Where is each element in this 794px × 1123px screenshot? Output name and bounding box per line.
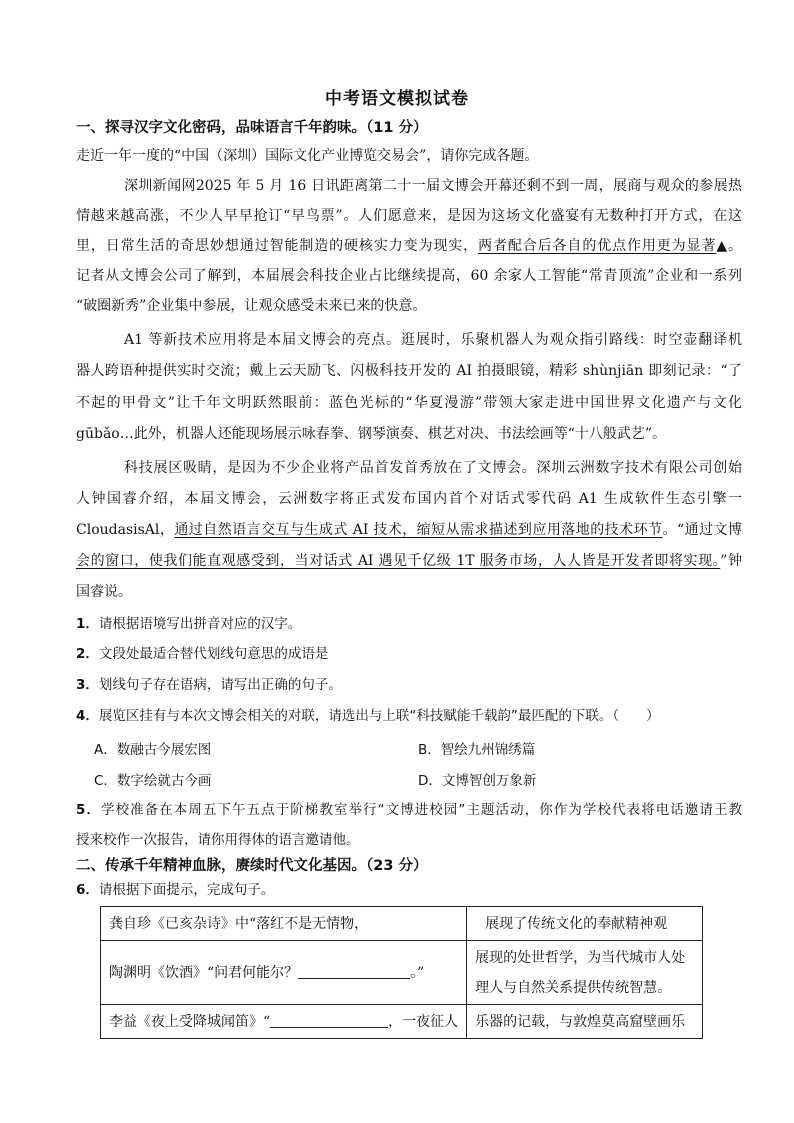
question-number: 4． [76,708,99,724]
passage-3-line-3 [76,520,742,540]
question-1 [76,614,301,634]
question-6 [76,880,274,900]
blank-marker: ▲。 [716,238,743,254]
cell-text: 陶渊明《饮酒》“问君何能尔？ [109,964,299,981]
passage-1-line-2: 情越来越高涨，不少人早早抢订“早鸟票”。人们愿意来，是因为这场文化盛宴有无数种打开方式，在这 [76,208,742,224]
passage-3-line-1: 科技展区吸睛，是因为不少企业将产品首发首秀放在了文博会。深圳云洲数字技术有限公司创始 [124,460,742,476]
table-row [101,1005,703,1039]
question-number: 2． [76,646,99,662]
passage-2-line-3: 不起的甲骨文”让千年文明跃然眼前：蓝色光标的“华夏漫游”带领大家走进中国世界文化遗产与文化 [76,395,742,411]
section-2-heading: 二、传承千年精神血脉，赓续时代文化基因。（23 分） [76,858,428,874]
question-number: 1． [76,616,99,632]
passage-text: 。“通过文博 [662,522,742,538]
passage-2-line-2: 器人跨语种提供实时交流；戴上云天励飞、闪极科技开发的 AI 拍摄眼镜，精彩 shùnjiān 即刻记录：“了 [76,363,742,379]
passage-3-line-4 [76,551,742,571]
table-row [101,941,703,1005]
table-cell [101,941,467,1005]
answer-blank[interactable] [270,1013,388,1028]
question-text: 请根据下面提示，完成句子。 [98,882,275,898]
exam-title: 中考语文模拟试卷 [325,89,469,109]
section-1-intro: 走近一年一度的“中国（深圳）国际文化产业博览交易会”，请你完成各题。 [76,148,539,164]
passage-1-line-3 [76,236,742,256]
passage-3-line-5: 国睿说。 [76,584,132,600]
question-text: 文段处最适合替代划线句意思的成语是 [98,646,329,662]
section-1-heading: 一、探寻汉字文化密码，品味语言千年韵味。（11 分） [76,120,428,136]
cell-text: 展现了传统文化的奉献精神观 [485,915,668,932]
answer-blank[interactable] [298,964,410,979]
question-text: 展览区挂有与本次文博会相关的对联，请选出与上联“科技赋能千载韵”最匹配的下联。（ ） [98,708,660,724]
table-cell: 展现的处世哲学，为当代城市人处理人与自然关系提供传统智慧。 [467,941,703,1005]
cell-text: 李益《夜上受降城闻笛》“ [109,1013,271,1030]
table-cell: 乐器的记载，与敦煌莫高窟壁画乐 [467,1005,703,1039]
passage-text: ”钟 [720,553,742,569]
question-number: 5． [76,802,102,818]
option-d: D．文博智创万象新 [418,773,537,789]
underlined-sentence-1: 两者配合后各自的优点作用更为显著 [478,238,717,254]
question-2 [76,644,328,664]
table-cell: 龚自珍《已亥杂诗》中“落红不是无情物， [101,907,467,941]
passage-2-line-1: A1 等新技术应用将是本届文博会的亮点。逛展时，乐聚机器人为观众指引路线：时空壶翻译机 [124,332,742,348]
question-text: 请根据语境写出拼音对应的汉字。 [98,616,302,632]
question-number: 3． [76,677,99,693]
table-row [101,907,703,941]
passage-1-line-4: 记者从文博会公司了解到，本届展会科技企业占比继续提高，60 余家人工智能“常青顶流”企业和一系列 [76,268,742,284]
option-a: A．数融古今展宏图 [94,742,212,758]
passage-1-line-5: “破圈新秀”企业集中参展，让观众感受未来已来的快意。 [76,298,427,314]
passage-text: CloudasisAl， [76,522,175,538]
question-text: 学校准备在本周五下午五点于阶梯教室举行“文博进校园”主题活动，你作为学校代表将电话邀请王教 [101,802,742,818]
passage-text: 里，日常生活的奇思妙想通过智能制造的硬核实力变为现实， [76,238,479,254]
question-3 [76,675,342,695]
question-4 [76,706,660,726]
passage-1-line-1: 深圳新闻网2025 年 5 月 16 日讯距离第二十一届文博会开幕还剩不到一周，展商与观众的参展热 [124,178,742,194]
question-5-line-1 [76,800,742,820]
underlined-sentence-2a: 通过自然语言交互与生成式 AI 技术，缩短从需求描述到应用落地的技术环节 [174,522,663,538]
poetry-table [100,906,703,1039]
question-text: 划线句子存在语病，请写出正确的句子。 [98,677,342,693]
question-5-line-2: 授来校作一次报告，请你用得体的语言邀请他。 [76,832,360,848]
table-cell [101,1005,467,1039]
question-number: 6． [76,882,99,898]
table-cell [467,907,703,941]
passage-2-line-4: gūbǎo…此外，机器人还能现场展示咏春拳、钢琴演奏、棋艺对决、书法绘画等“十八般武艺”。 [76,426,667,442]
cell-text: 。” [410,964,425,981]
underlined-sentence-2b: 会的窗口，使我们能直观感受到，当对话式 AI 遇见千亿级 1T 服务市场，人人皆是开发者即将实现。 [76,553,721,569]
cell-text: ，一夜征人 [388,1013,459,1030]
option-b: B．智绘九州锦绣篇 [418,742,536,758]
option-c: C．数字绘就古今画 [94,773,212,789]
passage-3-line-2: 人钟国睿介绍，本届文博会，云洲数字将正式发布国内首个对话式零代码 A1 生成软件生态引擎一 [76,491,742,507]
